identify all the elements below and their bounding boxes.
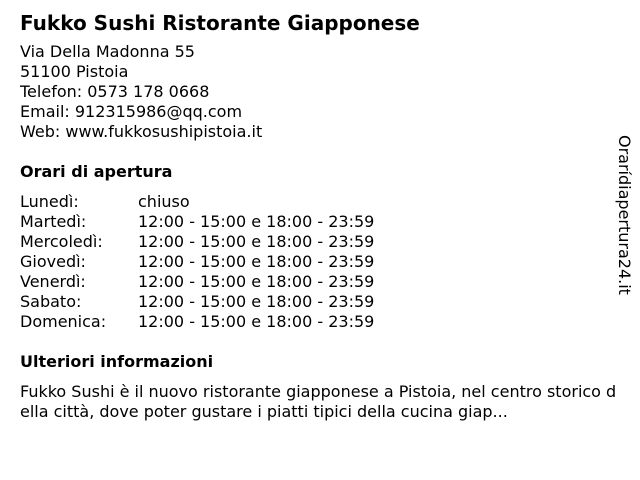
hours-row-venerdi: [20, 272, 620, 292]
day-label: Mercoledì:: [20, 232, 103, 251]
time-value: 12:00 - 15:00 e 18:00 - 23:59: [138, 312, 375, 331]
time-value: 12:00 - 15:00 e 18:00 - 23:59: [138, 272, 375, 291]
hours-row-sabato: [20, 292, 620, 312]
day-label: Giovedì:: [20, 252, 86, 271]
hours-row-martedi: [20, 212, 620, 232]
contact-info: [20, 42, 620, 142]
phone-line[interactable]: Telefon: 0573 178 0668: [20, 82, 210, 101]
side-brand-watermark: Orarídiapertura24.it: [615, 135, 634, 295]
business-card: [20, 10, 620, 422]
website-line[interactable]: Web: www.fukkosushipistoia.it: [20, 122, 263, 141]
opening-hours-table: [20, 192, 620, 332]
time-value: 12:00 - 15:00 e 18:00 - 23:59: [138, 212, 375, 231]
day-label: Domenica:: [20, 312, 107, 331]
hours-row-lunedi: [20, 192, 620, 212]
time-value: 12:00 - 15:00 e 18:00 - 23:59: [138, 252, 375, 271]
restaurant-description: Fukko Sushi è il nuovo ristorante giapponese a Pistoia, nel centro storico della città, dove poter gustare i piatti tipici della cucina giap...: [20, 382, 617, 421]
hours-row-giovedi: [20, 252, 620, 272]
business-name: Fukko Sushi Ristorante Giapponese: [20, 11, 420, 35]
day-label: Lunedì:: [20, 192, 79, 211]
day-label: Venerdì:: [20, 272, 86, 291]
city-address: 51100 Pistoia: [20, 62, 129, 81]
time-value: 12:00 - 15:00 e 18:00 - 23:59: [138, 232, 375, 251]
hours-row-domenica: [20, 312, 620, 332]
street-address: Via Della Madonna 55: [20, 42, 195, 61]
more-info-title: Ulteriori informazioni: [20, 352, 214, 371]
hours-section-title: Orari di apertura: [20, 162, 173, 181]
day-label: Martedì:: [20, 212, 87, 231]
hours-row-mercoledi: [20, 232, 620, 252]
email-line[interactable]: Email: 912315986@qq.com: [20, 102, 243, 121]
time-value: chiuso: [138, 192, 190, 211]
day-label: Sabato:: [20, 292, 82, 311]
time-value: 12:00 - 15:00 e 18:00 - 23:59: [138, 292, 375, 311]
